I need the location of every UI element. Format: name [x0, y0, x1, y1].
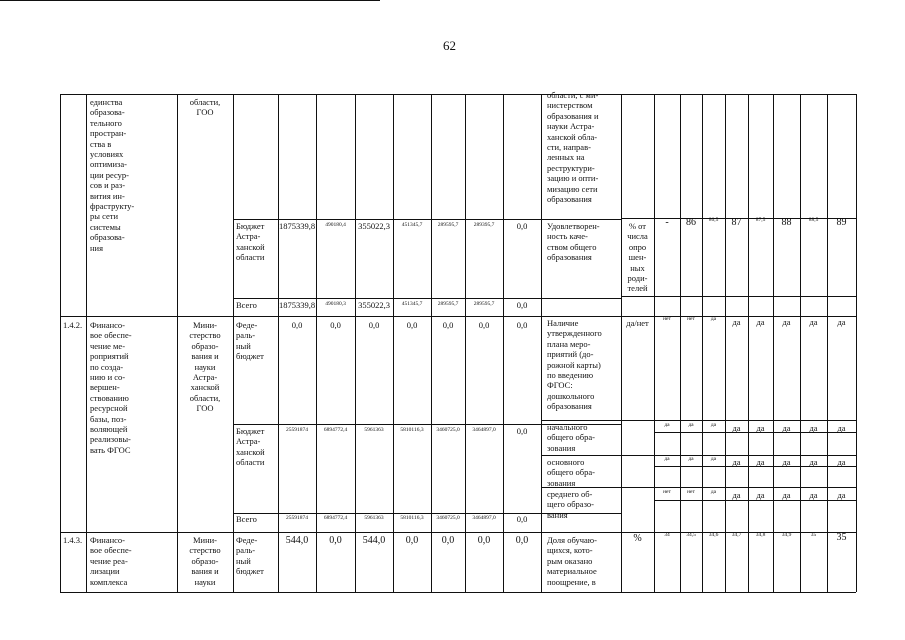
budget-value: 0,0	[405, 535, 419, 546]
column-rule	[748, 94, 749, 592]
funding-source: Феде- раль- ный бюджет	[236, 535, 264, 577]
target-value: 87,5	[755, 217, 766, 223]
budget-value: 5810116,3	[400, 515, 424, 521]
target-value: 35	[810, 532, 817, 538]
column-rule	[702, 94, 703, 592]
funding-source: Бюджет Астра- ханской области	[236, 221, 265, 263]
budget-value: 0,0	[516, 320, 528, 330]
funding-source: Всего	[236, 300, 257, 310]
column-rule	[541, 94, 542, 592]
budget-value: 0,0	[516, 514, 528, 524]
target-value: 88	[781, 217, 792, 228]
budget-value: 289595,7	[437, 301, 459, 307]
budget-value: 355022,3	[358, 221, 390, 231]
measure-name: Финансо- вое обеспе- чение ме- роприятий по созда- нию и со- вершен- ствованию ресурсной базы, поз- воляющей реализовы- вать ФГОС	[90, 320, 132, 455]
budget-value: 289595,7	[437, 222, 459, 228]
target-value: 35	[836, 532, 847, 543]
row-rule	[541, 420, 856, 421]
target-value: да	[809, 423, 818, 433]
budget-value: 544,0	[285, 535, 309, 546]
budget-value: 0,0	[441, 535, 455, 546]
target-value: 34,6	[708, 532, 719, 538]
budget-value: 25591874	[286, 515, 308, 521]
row-number: 1.4.3.	[63, 535, 83, 545]
budget-value: 0,0	[406, 320, 418, 330]
indicator-text: основного общего обра- зования	[547, 457, 595, 488]
page-number: 62	[443, 38, 456, 53]
target-value: да	[809, 490, 818, 500]
target-value: 86,5	[708, 217, 719, 223]
column-rule	[654, 94, 655, 592]
column-rule	[827, 94, 828, 592]
budget-value: 0,0	[516, 300, 528, 310]
budget-value: 0,0	[442, 320, 454, 330]
budget-value: 1875339,8	[279, 221, 316, 231]
executor-text: области, ГОО	[189, 97, 221, 118]
target-value: 34	[664, 532, 670, 538]
executor-text: Мини- стерство образо- вания и науки	[189, 535, 221, 587]
target-value: да	[664, 456, 670, 462]
column-rule	[680, 94, 681, 592]
budget-value: 0,0	[330, 320, 341, 330]
indicator-text: начального общего обра- зования	[547, 422, 595, 453]
column-rule	[177, 94, 178, 592]
row-rule	[233, 298, 621, 299]
column-rule	[621, 94, 622, 592]
target-value: да	[756, 490, 765, 500]
table-top-rule	[60, 94, 856, 95]
column-rule	[725, 94, 726, 592]
target-value: нет	[687, 316, 695, 322]
column-rule	[233, 94, 234, 592]
budget-value: 451345,7	[401, 301, 423, 307]
budget-value: 544,0	[362, 535, 386, 546]
budget-value: 490180,4	[325, 222, 346, 228]
target-value: нет	[663, 316, 671, 322]
target-value: да	[782, 490, 791, 500]
budget-value: 490180,3	[325, 301, 346, 307]
budget-value: 0,0	[291, 320, 303, 330]
budget-value: 0,0	[477, 535, 491, 546]
executor-text: Мини- стерство образо- вания и науки Астра- ханской области, ГОО	[189, 320, 221, 414]
budget-value: 0,0	[516, 221, 528, 231]
unit-text: %	[633, 533, 642, 544]
budget-value: 1875339,8	[279, 300, 316, 310]
indicator-text: Наличие утвержденного плана меро- приятий (до- рожной карты) по введению ФГОС: дошкольного образования	[547, 318, 602, 412]
target-value: 87	[731, 217, 742, 228]
budget-value: 5810116,3	[400, 427, 424, 433]
budget-value: 5961363	[364, 427, 384, 433]
funding-source: Всего	[236, 514, 257, 524]
budget-value: 355022,3	[358, 300, 390, 310]
budget-value: 0,0	[478, 320, 490, 330]
column-rule	[800, 94, 801, 592]
target-value: да	[756, 457, 765, 467]
row-number: 1.4.2.	[63, 320, 83, 330]
column-rule	[856, 94, 857, 592]
goal-text: единства образова- тельного простран- ства в условиях оптимиза- ции ресур- сов и раз- вития ин- фраструкту- ры сети системы образова- ния	[90, 97, 135, 253]
target-value: 34,5	[686, 532, 696, 538]
column-rule	[773, 94, 774, 592]
row-rule	[233, 219, 621, 220]
budget-value: 3464897,0	[472, 427, 496, 433]
target-value: 34,8	[755, 532, 766, 538]
measure-name: Финансо- вое обеспе- чение реа- лизации комплекса	[90, 535, 132, 587]
target-value: да	[688, 422, 694, 428]
budget-value: 0,0	[515, 535, 529, 546]
target-value: -	[665, 217, 669, 228]
budget-value: 5961363	[364, 515, 384, 521]
target-value: да	[837, 457, 846, 467]
row-rule	[621, 296, 856, 297]
unit-text: % от числа опро шен- ных роди- телей	[627, 221, 648, 294]
target-value: да	[782, 423, 791, 433]
target-value: да	[782, 457, 791, 467]
unit-text: да/нет	[626, 318, 649, 328]
target-value: да	[664, 422, 670, 428]
budget-value: 3460725,0	[436, 427, 460, 433]
indicator-text: Доля обучаю- щихся, кото- рым оказано материальное поощрение, в	[547, 535, 597, 587]
indicator-text: области, с ми- нистерством образования и науки Астра- ханской обла- сти, направ- ленных на реструктури- зацию и опти- мизацию сети образования	[547, 90, 599, 205]
table-bottom-rule	[60, 592, 856, 593]
target-value: 89	[836, 217, 847, 228]
budget-value: 289595,7	[473, 301, 495, 307]
budget-value: 3460725,0	[436, 515, 460, 521]
target-value: да	[710, 422, 717, 428]
page-edge-rule	[0, 0, 380, 1]
target-value: 86	[686, 217, 696, 228]
target-value: да	[688, 456, 694, 462]
budget-value: 3464897,0	[472, 515, 496, 521]
target-value: да	[732, 317, 741, 327]
indicator-text: среднего об- щего образо- вания	[547, 489, 594, 520]
target-value: да	[782, 317, 791, 327]
target-value: да	[732, 490, 741, 500]
target-value: да	[732, 423, 741, 433]
budget-value: 0,0	[368, 320, 380, 330]
column-rule	[60, 94, 61, 592]
target-value: да	[809, 457, 818, 467]
target-value: 34,7	[731, 532, 742, 538]
target-value: 34,9	[781, 532, 792, 538]
column-rule	[86, 94, 87, 592]
target-value: да	[756, 423, 765, 433]
budget-value: 6894772,4	[323, 427, 348, 433]
indicator-text: Удовлетворен- ность каче- ством общего образования	[547, 221, 600, 263]
target-value: да	[837, 423, 846, 433]
budget-value: 25591874	[286, 427, 308, 433]
target-value: да	[710, 456, 717, 462]
target-value: 88,5	[808, 217, 819, 223]
budget-value: 0,0	[516, 426, 528, 436]
budget-value: 289395,7	[473, 222, 495, 228]
target-value: да	[837, 317, 846, 327]
target-value: да	[809, 317, 818, 327]
budget-value: 6894772,4	[323, 515, 348, 521]
target-value: да	[732, 457, 741, 467]
funding-source: Феде- раль- ный бюджет	[236, 320, 264, 362]
target-value: нет	[663, 489, 671, 495]
target-value: нет	[687, 489, 695, 495]
budget-value: 451345,7	[401, 222, 423, 228]
funding-source: Бюджет Астра- ханской области	[236, 426, 265, 468]
budget-value: 0,0	[329, 535, 342, 546]
target-value: да	[837, 490, 846, 500]
target-value: да	[756, 317, 765, 327]
target-value: да	[710, 489, 717, 495]
target-value: да	[710, 316, 717, 322]
